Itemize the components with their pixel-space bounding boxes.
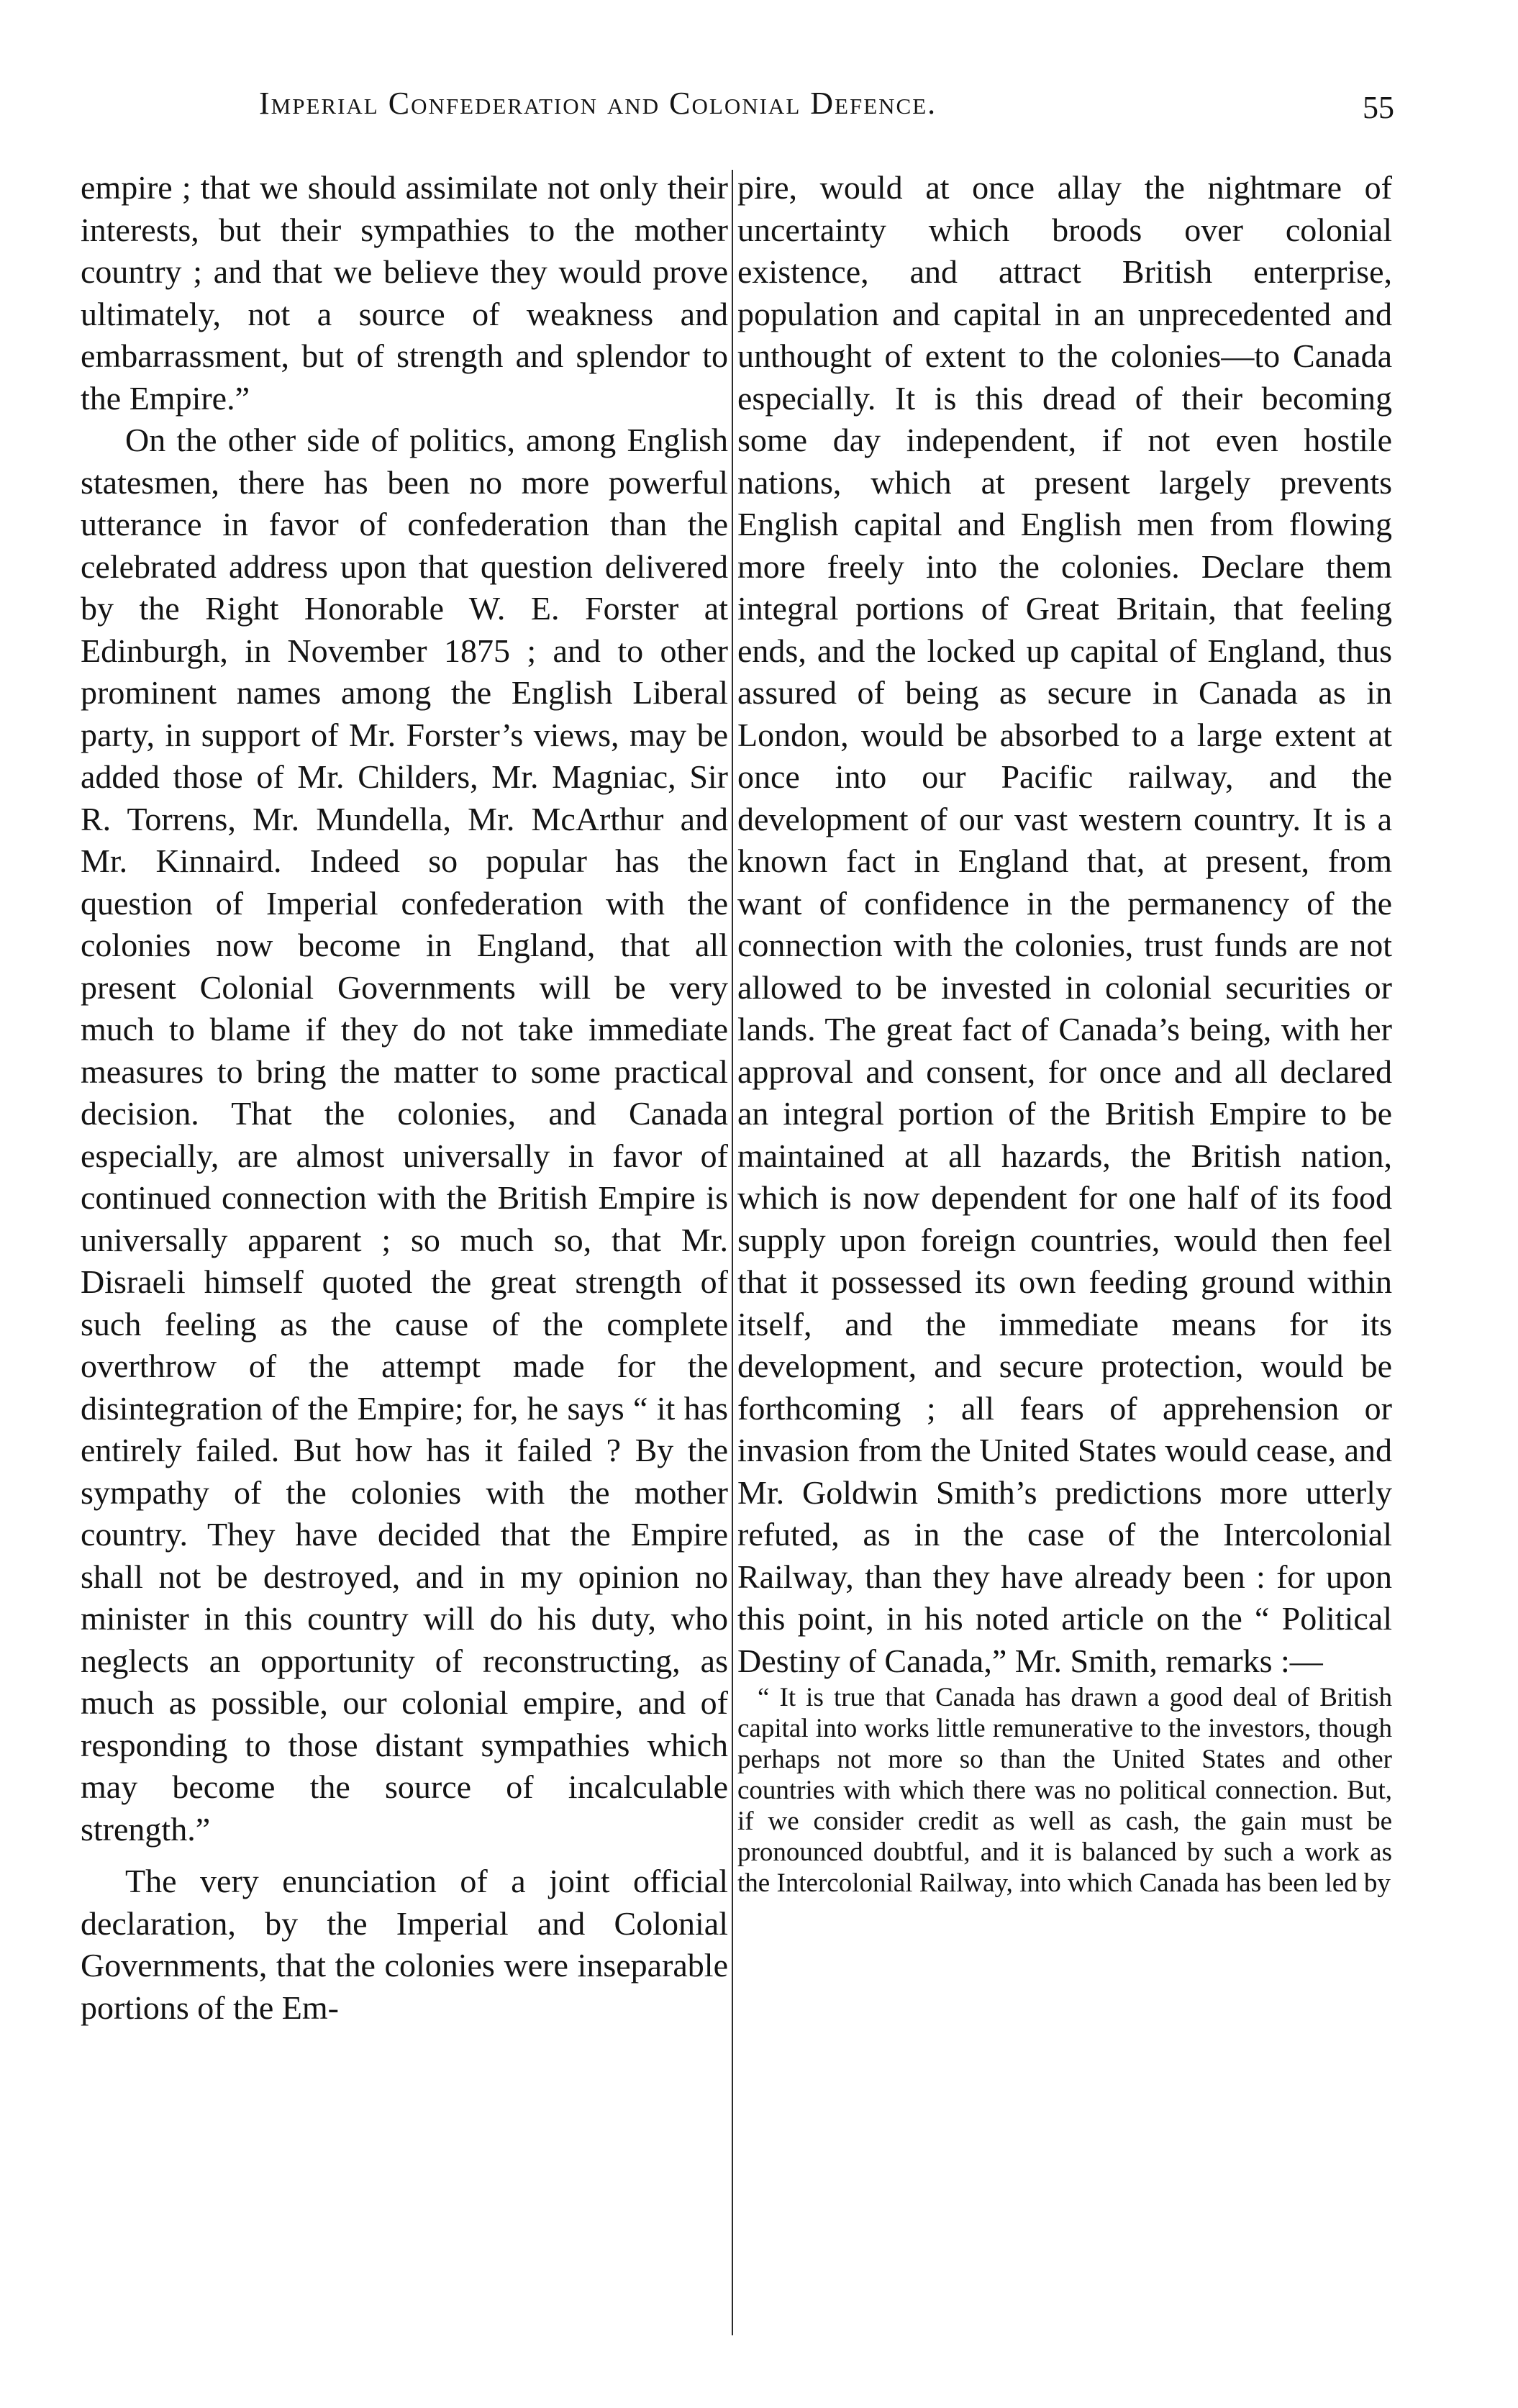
- left-paragraph-1: empire ; that we should assimilate not only their interests, but their sympathies to the mother country ; and that we believe they would prove ultimately, not a source of weakness and embarrassment, but of strength and splendor to the Empire.”: [81, 169, 728, 417]
- block-quote: “ It is true that Canada has drawn a good deal of British capital into works little remunerative to the investors, though perhaps not more so than the United States and other countries with which there was no political connection. But, if we consider credit as well as cash, the gain must be pronounced doubtful, and it is balanced by such a work as the Intercolonial Railway, into which Canada has been led by: [737, 1683, 1392, 1898]
- column-divider: [732, 170, 733, 2335]
- left-paragraph-2: On the other side of politics, among English statesmen, there has been no more powerful utterance in favor of confederation than the celebrated address upon that question delivered by the Right Honorable W. E. Forster at Edinburgh, in November 1875 ; and to other prominent names among the English Liberal party, in support of Mr. Forster’s views, may be added those of Mr. Childers, Mr. Magniac, Sir R. Torrens, Mr. Mundella, Mr. McArthur and Mr. Kinnaird. Indeed so popular has the question of Imperial confederation with the colonies now become in England, that all present Colonial Governments will be very much to blame if they do not take immediate measures to bring the matter to some practical decision. That the colonies, and Canada especially, are almost universally in favor of continued connection with the British Empire is universally apparent ; so much so, that Mr. Disraeli himself quoted the great strength of such feeling as the cause of the complete overthrow of the attempt made for the disintegration of the Empire; for, he says “ it has entirely failed. But how has it failed ? By the sympathy of the colonies with the mother country. They have decided that the Empire shall not be destroyed, and in my opinion no minister in this country will do his duty, who neglects an opportunity of reconstructing, as much as possible, our colonial empire, and of responding to those distant sympathies which may become the source of incalculable strength.”: [81, 422, 728, 1848]
- left-paragraph-3: The very enunciation of a joint official declaration, by the Imperial and Colonial Governments, that the colonies were inseparable portions of the Em-: [81, 1863, 728, 2026]
- running-head: [0, 85, 1518, 135]
- running-title: Imperial Confederation and Colonial Defence.: [259, 86, 937, 121]
- page-number: 55: [1363, 90, 1394, 125]
- left-column: [81, 167, 728, 2029]
- right-paragraph-1: pire, would at once allay the nightmare of uncertainty which broods over colonial existence, and attract British enterprise, population and capital in an unprecedented and unthought of extent to the colonies—to Canada especially. It is this dread of their becoming some day independent, if not even hostile nations, which at present largely prevents English capital and English men from flowing more freely into the colonies. Declare them integral portions of Great Britain, that feeling ends, and the locked up capital of England, thus assured of being as secure in Canada as in London, would be absorbed to a large extent at once into our Pacific railway, and the development of our vast western country. It is a known fact in England that, at present, from want of confidence in the permanency of the connection with the colonies, trust funds are not allowed to be invested in colonial securities or lands. The great fact of Canada’s being, with her approval and consent, for once and all declared an integral portion of the British Empire to be maintained at all hazards, the British nation, which is now dependent for one half of its food supply upon foreign countries, would then feel that it possessed its own feeding ground within itself, and the immediate means for its development, and secure protection, would be forthcoming ; all fears of apprehension or invasion from the United States would cease, and Mr. Goldwin Smith’s predictions more utterly refuted, as in the case of the Intercolonial Railway, than they have already been : for upon this point, in his noted article on the “ Political Destiny of Canada,” Mr. Smith, remarks :—: [737, 169, 1392, 1679]
- right-column: [737, 167, 1392, 1899]
